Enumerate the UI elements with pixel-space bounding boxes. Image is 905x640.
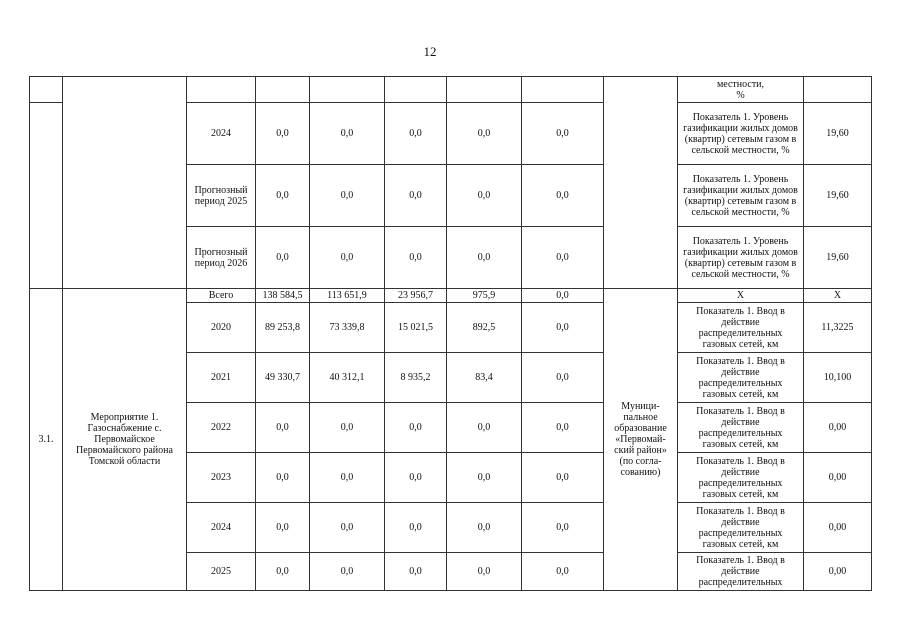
value-cell: 0,0 (447, 165, 522, 227)
value-cell: 23 956,7 (385, 289, 447, 303)
indicator-cell: Показатель 1. Ввод в действие распределительных газовых сетей, км (678, 453, 804, 503)
value-cell: 0,0 (256, 227, 310, 289)
value-cell: 0,0 (256, 403, 310, 453)
value-cell: 0,0 (522, 303, 604, 353)
value-cell: 49 330,7 (256, 353, 310, 403)
value-cell: 0,0 (385, 503, 447, 553)
value-cell: 0,0 (447, 103, 522, 165)
target-value-cell: 11,3225 (804, 303, 872, 353)
year-cell: 2025 (187, 553, 256, 591)
year-cell: 2024 (187, 103, 256, 165)
indicator-cell: Показатель 1. Уровень газификации жилых домов (квартир) сетевым газом в сельской местности, % (678, 165, 804, 227)
page-number: 12 (423, 44, 437, 59)
year-cell: 2024 (187, 503, 256, 553)
value-cell: 0,0 (385, 103, 447, 165)
value-cell: 0,0 (522, 403, 604, 453)
year-cell: 2023 (187, 453, 256, 503)
value-cell: 0,0 (310, 453, 385, 503)
value-cell: 83,4 (447, 353, 522, 403)
value-cell: 0,0 (447, 503, 522, 553)
indicator-cell: местности, % (678, 77, 804, 103)
indicator-cell: Показатель 1. Уровень газификации жилых домов (квартир) сетевым газом в сельской местности, % (678, 227, 804, 289)
value-cell: 15 021,5 (385, 303, 447, 353)
value-cell: 0,0 (447, 553, 522, 591)
value-cell: 0,0 (522, 103, 604, 165)
indicator-cell: Показатель 1. Ввод в действие распределительных (678, 553, 804, 591)
table-body (30, 77, 872, 591)
value-cell: 0,0 (522, 353, 604, 403)
value-cell: 0,0 (310, 165, 385, 227)
target-value-cell: 19,60 (804, 103, 872, 165)
value-cell: 0,0 (310, 227, 385, 289)
value-cell: 0,0 (256, 453, 310, 503)
value-cell: 0,0 (310, 503, 385, 553)
value-cell: 0,0 (385, 553, 447, 591)
value-cell: 0,0 (310, 553, 385, 591)
value-cell: 0,0 (385, 453, 447, 503)
indicator-cell: Х (678, 289, 804, 303)
measure-name: Мероприятие 1. Газоснабжение с. Первомайское Первомайского района Томской области (63, 289, 187, 591)
indicator-cell: Показатель 1. Ввод в действие распределительных газовых сетей, км (678, 403, 804, 453)
value-cell: 8 935,2 (385, 353, 447, 403)
value-cell: 0,0 (256, 553, 310, 591)
value-cell: 0,0 (522, 503, 604, 553)
table-row (30, 77, 872, 103)
target-value-cell: 0,00 (804, 403, 872, 453)
year-cell: Всего (187, 289, 256, 303)
indicator-cell: Показатель 1. Ввод в действие распределительных газовых сетей, км (678, 503, 804, 553)
value-cell: 0,0 (522, 553, 604, 591)
target-value-cell: 0,00 (804, 453, 872, 503)
value-cell: 0,0 (522, 227, 604, 289)
indicator-cell: Показатель 1. Уровень газификации жилых домов (квартир) сетевым газом в сельской местности, % (678, 103, 804, 165)
target-value-cell: 0,00 (804, 503, 872, 553)
executor-cell: Муници- пальное образование «Первомай- ский район» (по согла- сованию) (604, 289, 678, 591)
program-table (29, 76, 872, 591)
value-cell: 892,5 (447, 303, 522, 353)
measure-number: 3.1. (30, 289, 63, 591)
value-cell: 0,0 (256, 165, 310, 227)
value-cell: 0,0 (385, 403, 447, 453)
value-cell: 0,0 (385, 165, 447, 227)
value-cell: 0,0 (447, 453, 522, 503)
year-cell: 2022 (187, 403, 256, 453)
year-cell: 2021 (187, 353, 256, 403)
indicator-cell: Показатель 1. Ввод в действие распределительных газовых сетей, км (678, 353, 804, 403)
value-cell: 0,0 (256, 103, 310, 165)
value-cell: 0,0 (522, 165, 604, 227)
value-cell: 0,0 (256, 503, 310, 553)
value-cell: 975,9 (447, 289, 522, 303)
value-cell: 0,0 (522, 289, 604, 303)
value-cell: 0,0 (310, 403, 385, 453)
target-value-cell: 10,100 (804, 353, 872, 403)
value-cell: 113 651,9 (310, 289, 385, 303)
value-cell: 138 584,5 (256, 289, 310, 303)
year-cell: 2020 (187, 303, 256, 353)
value-cell: 0,0 (310, 103, 385, 165)
table-row (30, 289, 872, 303)
target-value-cell: 0,00 (804, 553, 872, 591)
value-cell: 89 253,8 (256, 303, 310, 353)
target-value-cell: 19,60 (804, 165, 872, 227)
year-cell: Прогнозный период 2026 (187, 227, 256, 289)
value-cell: 0,0 (522, 453, 604, 503)
value-cell: 0,0 (447, 403, 522, 453)
target-value-cell: Х (804, 289, 872, 303)
value-cell: 0,0 (447, 227, 522, 289)
value-cell: 40 312,1 (310, 353, 385, 403)
value-cell: 0,0 (385, 227, 447, 289)
indicator-cell: Показатель 1. Ввод в действие распределительных газовых сетей, км (678, 303, 804, 353)
value-cell: 73 339,8 (310, 303, 385, 353)
year-cell: Прогнозный период 2025 (187, 165, 256, 227)
target-value-cell: 19,60 (804, 227, 872, 289)
